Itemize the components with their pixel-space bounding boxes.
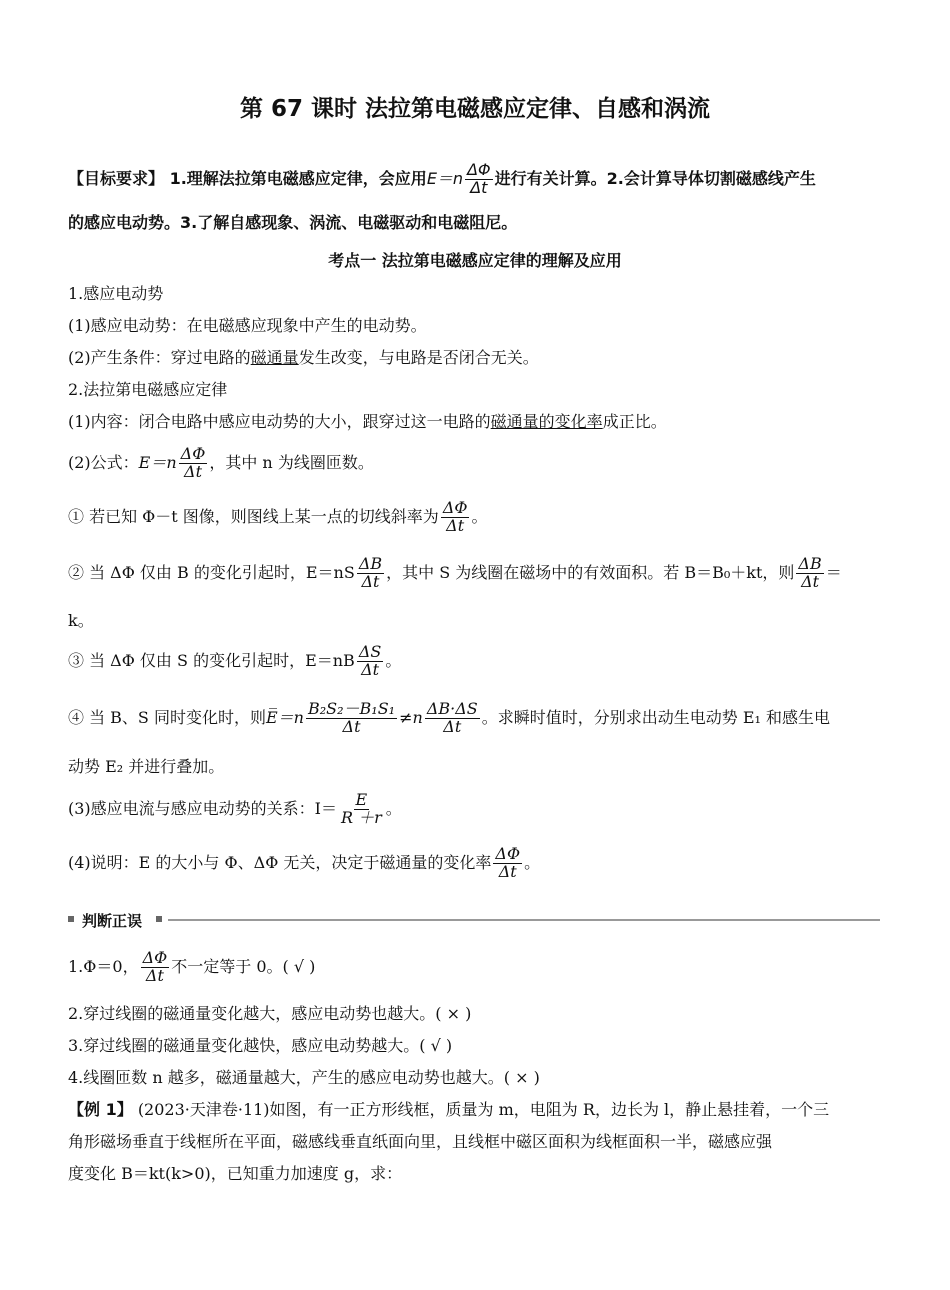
frac-den: Δt [184, 461, 202, 481]
frac-den: Δt [342, 716, 361, 736]
judge-item-1 [68, 950, 880, 985]
fraction-dphi-dt [493, 846, 522, 881]
section-title: 考点一 法拉第电磁感应定律的理解及应用 [328, 251, 622, 270]
fraction-e-rr [339, 792, 384, 827]
text: 。 [385, 650, 402, 670]
frac-den: Δt [801, 571, 820, 591]
judge-label: 判断正误 [82, 912, 143, 930]
text: 。 [385, 798, 402, 818]
bullet-icon [156, 916, 162, 922]
frac-num: ΔB·ΔS [426, 699, 478, 718]
frac-num: B₂S₂－B₁S₁ [307, 699, 396, 718]
text: (1)内容：闭合电路中感应电动势的大小，跟穿过这一电路的 [68, 412, 491, 431]
text: (2)公式： [68, 452, 139, 472]
frac-den: R ＋r [341, 807, 382, 827]
underlined-term: 磁通量 [250, 348, 299, 367]
example-tag: 【例 1】 [68, 1100, 133, 1119]
page-title: 第 67 课时 法拉第电磁感应定律、自感和涡流 [239, 96, 711, 122]
example-line-3: 度变化 B＝kt(k>0)，已知重力加速度 g，求： [68, 1164, 403, 1183]
text: (3)感应电流与感应电动势的关系：I＝ [68, 798, 337, 818]
eq-ebar: E̅＝n [265, 707, 304, 727]
para-1: 1.感应电动势 [68, 284, 164, 303]
underlined-term: 磁通量的变化率 [490, 412, 603, 431]
text: ＝ [825, 562, 842, 582]
fraction-big [306, 701, 397, 736]
text: (2)产生条件：穿过电路的 [68, 348, 251, 367]
eq-not-equal: ≠n [399, 707, 423, 727]
case-3 [68, 644, 880, 679]
frac-den: Δt [498, 861, 517, 881]
goals-tag: 【目标要求】 [68, 168, 165, 188]
case-4 [68, 701, 880, 736]
para-2-3 [68, 792, 880, 827]
para-1-2 [68, 348, 880, 369]
text: ④ 当 B、S 同时变化时，则 [68, 707, 266, 727]
text: 发生改变，与电路是否闭合无关。 [298, 348, 539, 367]
frac-den: Δt [361, 659, 380, 679]
case-2 [68, 556, 880, 591]
frac-den: Δt [470, 177, 488, 197]
judge-item-4: 4.线圈匝数 n 越多，磁通量越大，产生的感应电动势也越大。( × ) [68, 1068, 540, 1087]
fraction-db-dt [796, 556, 823, 591]
text: ② 当 ΔΦ 仅由 B 的变化引起时，E＝nS [68, 562, 355, 582]
fraction-dphi-dt [465, 162, 493, 197]
para-2-1 [68, 412, 880, 433]
text: 成正比。 [602, 412, 667, 431]
text: ① 若已知 Φ－t 图像，则图线上某一点的切线斜率为 [68, 506, 439, 526]
fraction-dphi-dt [179, 446, 208, 481]
goals-text-2: 进行有关计算。2.会计算导体切割磁感线产生 [494, 168, 816, 188]
text: ③ 当 ΔΦ 仅由 S 的变化引起时，E＝nB [68, 650, 355, 670]
case-1 [68, 500, 880, 535]
frac-den: Δt [446, 515, 465, 535]
para-2-4 [68, 846, 880, 881]
frac-num: E [355, 790, 368, 809]
text: 。 [471, 506, 488, 526]
text: ，其中 n 为线圈匝数。 [209, 452, 374, 472]
bullet-icon [68, 916, 74, 922]
fraction-dbds-dt [425, 701, 480, 736]
para-1-1: (1)感应电动势：在电磁感应现象中产生的电动势。 [68, 316, 427, 335]
eq-e-n: E＝n [426, 168, 464, 188]
goals-line-2: 的感应电动势。3.了解自感现象、涡流、电磁驱动和电磁阻尼。 [68, 213, 518, 232]
text: (4)说明：E 的大小与 Φ、ΔΦ 无关，决定于磁通量的变化率 [68, 852, 492, 872]
judge-item-2: 2.穿过线圈的磁通量变化越大，感应电动势也越大。( × ) [68, 1004, 472, 1023]
goals-text-1: 1.理解法拉第电磁感应定律，会应用 [169, 168, 427, 188]
text: 。 [524, 852, 541, 872]
frac-num: ΔS [358, 642, 382, 661]
example-line-2: 角形磁场垂直于线框所在平面，磁感线垂直纸面向里，且线框中磁区面积为线框面积一半，磁感应强 [68, 1132, 773, 1151]
divider [168, 919, 880, 921]
fraction-ds-dt [357, 644, 384, 679]
text: 1.Φ＝0， [68, 956, 139, 976]
case-2-line-2: k。 [68, 611, 94, 630]
fraction-dphi-dt [441, 500, 470, 535]
text: ，其中 S 为线圈在磁场中的有效面积。若 B＝B₀＋kt，则 [386, 562, 795, 582]
frac-num: ΔB [358, 554, 383, 573]
goals-line-1 [68, 162, 880, 197]
judge-item-3: 3.穿过线圈的磁通量变化越快，感应电动势越大。( √ ) [68, 1036, 453, 1055]
text: 不一定等于 0。( √ ) [171, 956, 316, 976]
frac-num: ΔΦ [180, 444, 206, 463]
para-2-2-formula [68, 446, 880, 481]
case-4-line-2: 动势 E₂ 并进行叠加。 [68, 757, 225, 776]
frac-num: ΔΦ [467, 160, 491, 179]
frac-num: ΔB [798, 554, 822, 573]
frac-num: ΔΦ [442, 498, 468, 517]
fraction-dphi-dt [141, 950, 170, 985]
frac-den: Δt [443, 716, 462, 736]
frac-den: Δt [361, 571, 380, 591]
fraction-db-dt [357, 556, 384, 591]
text: (2023·天津卷·11)如图，有一正方形线框，质量为 m，电阻为 R，边长为 l，静止悬挂着，一个三 [137, 1100, 830, 1119]
example-line-1 [68, 1100, 880, 1121]
frac-den: Δt [145, 965, 164, 985]
text: 。求瞬时值时，分别求出动生电动势 E₁ 和感生电 [481, 707, 831, 727]
para-2: 2.法拉第电磁感应定律 [68, 380, 228, 399]
frac-num: ΔΦ [495, 844, 521, 863]
eq-e-n: E＝n [138, 452, 177, 472]
judge-header [68, 910, 880, 930]
frac-num: ΔΦ [142, 948, 168, 967]
